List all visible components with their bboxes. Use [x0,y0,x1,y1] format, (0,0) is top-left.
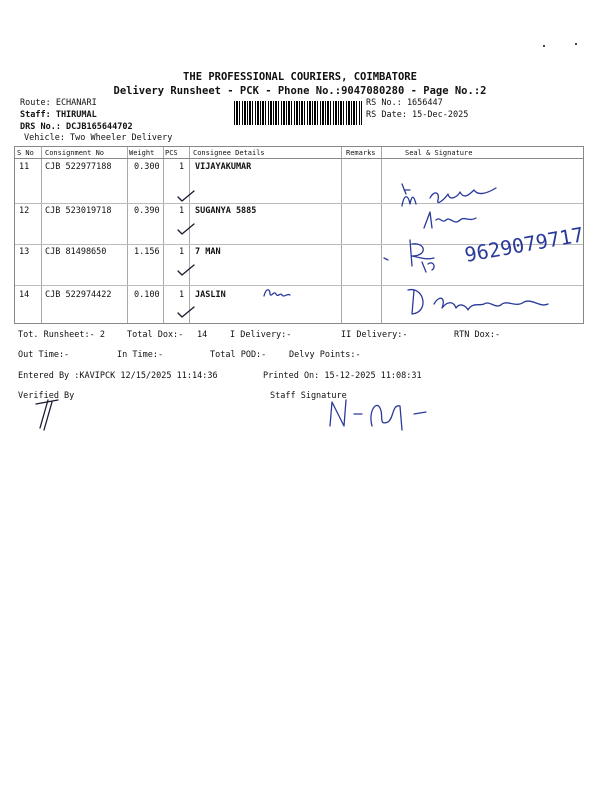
row-weight: 0.300 [134,162,160,172]
entered-by: Entered By :KAVIPCK 12/15/2025 11:14:36 [18,371,218,381]
tot-runsheet: Tot. Runsheet:- 2 [18,330,105,340]
verified-by-label: Verified By [18,391,75,401]
row-sno: 13 [19,247,30,257]
handwritten-signature [404,284,554,320]
delvy-points: Delvy Points:- [289,350,361,360]
row-weight: 0.100 [134,290,160,300]
header-consignment: Consignment No [45,149,105,157]
row-pcs: 1 [179,206,185,216]
tick-mark-icon [176,189,196,203]
handwritten-signature [400,180,510,210]
row-weight: 1.156 [134,247,160,257]
runsheet-subtitle: Delivery Runsheet - PCK - Phone No.:9047080280 - Page No.:2 [113,85,487,97]
tick-mark-icon [176,263,196,277]
header-remarks: Remarks [346,149,376,157]
rtn-dox: RTN Dox:- [454,330,501,340]
rs-date: RS Date: 15-Dec-2025 [366,110,469,120]
row-consignment: CJB 81498650 [45,247,107,257]
total-dox-value: 14 [197,330,208,340]
handwritten-phone: 9629079717 [462,222,586,267]
vehicle-label: Vehicle: Two Wheeler Delivery [24,133,173,143]
route-label: Route: ECHANARI [20,98,97,108]
row-sno: 12 [19,206,30,216]
handwritten-signature [382,222,586,280]
header-consignee: Consignee Details [193,149,265,157]
scan-dot [543,45,545,47]
staff-label: Staff: THIRUMAL [20,110,97,120]
row-sno: 11 [19,162,30,172]
verified-scribble [34,396,74,432]
handwritten-signature [262,286,292,300]
staff-signature-handwriting [328,396,448,436]
staff-signature-label: Staff Signature [270,391,347,401]
row-pcs: 1 [179,162,185,172]
total-dox-label: Total Dox:- [127,330,184,340]
row-consignee: VIJAYAKUMAR [195,162,252,172]
scan-dot [575,43,577,45]
drs-number: DRS No.: DCJB165644702 [20,122,133,132]
row-consignment: CJB 522974422 [45,290,112,300]
row-sno: 14 [19,290,30,300]
row-pcs: 1 [179,290,185,300]
header-pcs: PCS [165,149,178,157]
company-title: THE PROFESSIONAL COURIERS, COIMBATORE [183,71,417,83]
tick-mark-icon [176,222,196,236]
out-time: Out Time:- [18,350,70,360]
row-consignment: CJB 523019718 [45,206,112,216]
row-consignee: JASLIN [195,290,226,300]
rs-number: RS No.: 1656447 [366,98,443,108]
tick-mark-icon [176,305,196,319]
header-weight: Weight [129,149,155,157]
printed-on: Printed On: 15-12-2025 11:08:31 [263,371,422,381]
i-delivery: I Delivery:- [230,330,292,340]
row-consignee: 7 MAN [195,247,221,257]
total-pod: Total POD:- [210,350,267,360]
barcode [234,101,362,125]
row-weight: 0.390 [134,206,160,216]
row-consignment: CJB 522977188 [45,162,112,172]
row-consignee: SUGANYA 5885 [195,206,257,216]
in-time: In Time:- [117,350,164,360]
row-pcs: 1 [179,247,185,257]
ii-delivery: II Delivery:- [341,330,408,340]
header-sno: S No [17,149,34,157]
header-seal: Seal & Signature [405,149,473,157]
handwritten-signature [420,208,480,232]
